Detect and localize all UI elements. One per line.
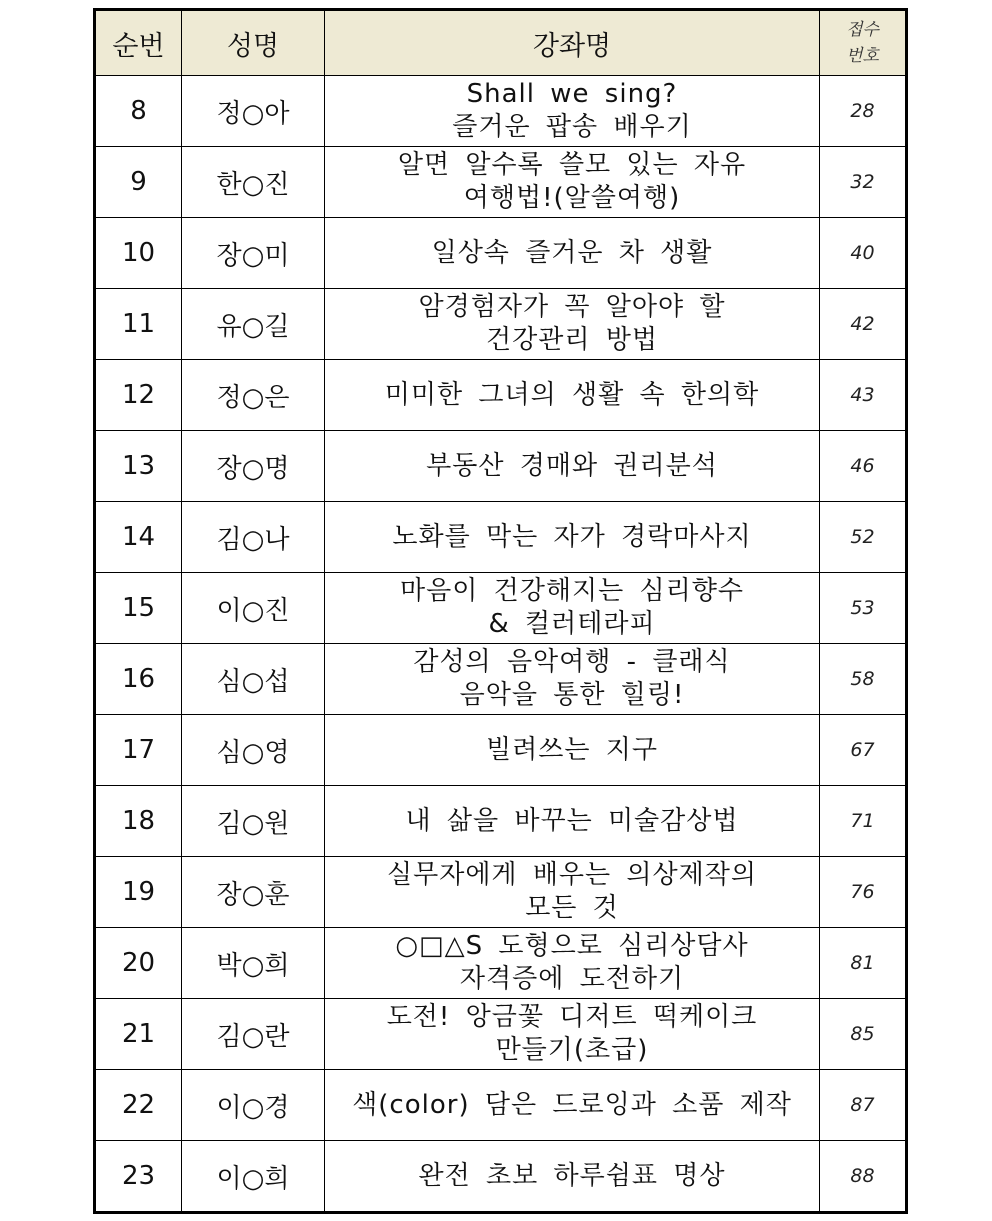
row-number: 18 — [95, 786, 182, 857]
person-name: 장○명 — [182, 431, 325, 502]
receipt-number: 67 — [820, 715, 907, 786]
table-row — [95, 289, 907, 360]
course-title: 노화를 막는 자가 경락마사지 — [325, 502, 820, 573]
receipt-number: 76 — [820, 857, 907, 928]
row-number: 16 — [95, 644, 182, 715]
person-name: 박○희 — [182, 928, 325, 999]
lecture-table — [93, 8, 908, 1214]
person-name: 이○진 — [182, 573, 325, 644]
row-number: 9 — [95, 147, 182, 218]
person-name: 유○길 — [182, 289, 325, 360]
table-row — [95, 147, 907, 218]
header-course: 강좌명 — [325, 10, 820, 76]
row-number: 14 — [95, 502, 182, 573]
table-row — [95, 999, 907, 1070]
receipt-number: 53 — [820, 573, 907, 644]
header-receipt: 접수 번호 — [820, 10, 907, 76]
table-row — [95, 715, 907, 786]
receipt-number: 32 — [820, 147, 907, 218]
person-name: 이○희 — [182, 1141, 325, 1213]
receipt-number: 42 — [820, 289, 907, 360]
person-name: 김○원 — [182, 786, 325, 857]
receipt-number: 71 — [820, 786, 907, 857]
row-number: 17 — [95, 715, 182, 786]
row-number: 19 — [95, 857, 182, 928]
person-name: 이○경 — [182, 1070, 325, 1141]
row-number: 22 — [95, 1070, 182, 1141]
course-title: 색(color) 담은 드로잉과 소품 제작 — [325, 1070, 820, 1141]
course-title: 도전! 앙금꽃 디저트 떡케이크 만들기(초급) — [325, 999, 820, 1070]
course-title: 실무자에게 배우는 의상제작의 모든 것 — [325, 857, 820, 928]
course-title: ○□△S 도형으로 심리상담사 자격증에 도전하기 — [325, 928, 820, 999]
person-name: 한○진 — [182, 147, 325, 218]
table-row — [95, 76, 907, 147]
person-name: 심○섭 — [182, 644, 325, 715]
receipt-number: 58 — [820, 644, 907, 715]
course-title: 일상속 즐거운 차 생활 — [325, 218, 820, 289]
course-title: 부동산 경매와 권리분석 — [325, 431, 820, 502]
row-number: 13 — [95, 431, 182, 502]
person-name: 심○영 — [182, 715, 325, 786]
course-title: 마음이 건강해지는 심리향수 & 컬러테라피 — [325, 573, 820, 644]
course-title: 미미한 그녀의 생활 속 한의학 — [325, 360, 820, 431]
table-row — [95, 857, 907, 928]
receipt-number: 85 — [820, 999, 907, 1070]
receipt-number: 28 — [820, 76, 907, 147]
person-name: 장○미 — [182, 218, 325, 289]
table-row — [95, 218, 907, 289]
table-row — [95, 502, 907, 573]
table-body — [95, 76, 907, 1213]
receipt-number: 40 — [820, 218, 907, 289]
course-title: 감성의 음악여행 - 클래식 음악을 통한 힐링! — [325, 644, 820, 715]
row-number: 8 — [95, 76, 182, 147]
header-name: 성명 — [182, 10, 325, 76]
person-name: 김○나 — [182, 502, 325, 573]
receipt-number: 87 — [820, 1070, 907, 1141]
row-number: 21 — [95, 999, 182, 1070]
row-number: 23 — [95, 1141, 182, 1213]
course-title: 알면 알수록 쓸모 있는 자유 여행법!(알쓸여행) — [325, 147, 820, 218]
table-row — [95, 1070, 907, 1141]
row-number: 15 — [95, 573, 182, 644]
person-name: 장○훈 — [182, 857, 325, 928]
table-row — [95, 928, 907, 999]
course-title: 완전 초보 하루쉼표 명상 — [325, 1141, 820, 1213]
table-row — [95, 360, 907, 431]
row-number: 12 — [95, 360, 182, 431]
header-no: 순번 — [95, 10, 182, 76]
table-row — [95, 573, 907, 644]
person-name: 정○은 — [182, 360, 325, 431]
table-row — [95, 431, 907, 502]
course-title: 내 삶을 바꾸는 미술감상법 — [325, 786, 820, 857]
receipt-number: 52 — [820, 502, 907, 573]
person-name: 김○란 — [182, 999, 325, 1070]
table-row — [95, 1141, 907, 1213]
row-number: 10 — [95, 218, 182, 289]
receipt-number: 46 — [820, 431, 907, 502]
receipt-number: 81 — [820, 928, 907, 999]
table-row — [95, 786, 907, 857]
course-title: Shall we sing? 즐거운 팝송 배우기 — [325, 76, 820, 147]
person-name: 정○아 — [182, 76, 325, 147]
row-number: 20 — [95, 928, 182, 999]
row-number: 11 — [95, 289, 182, 360]
table-row — [95, 644, 907, 715]
receipt-number: 43 — [820, 360, 907, 431]
course-title: 암경험자가 꼭 알아야 할 건강관리 방법 — [325, 289, 820, 360]
receipt-number: 88 — [820, 1141, 907, 1213]
course-title: 빌려쓰는 지구 — [325, 715, 820, 786]
header-row — [95, 10, 907, 76]
